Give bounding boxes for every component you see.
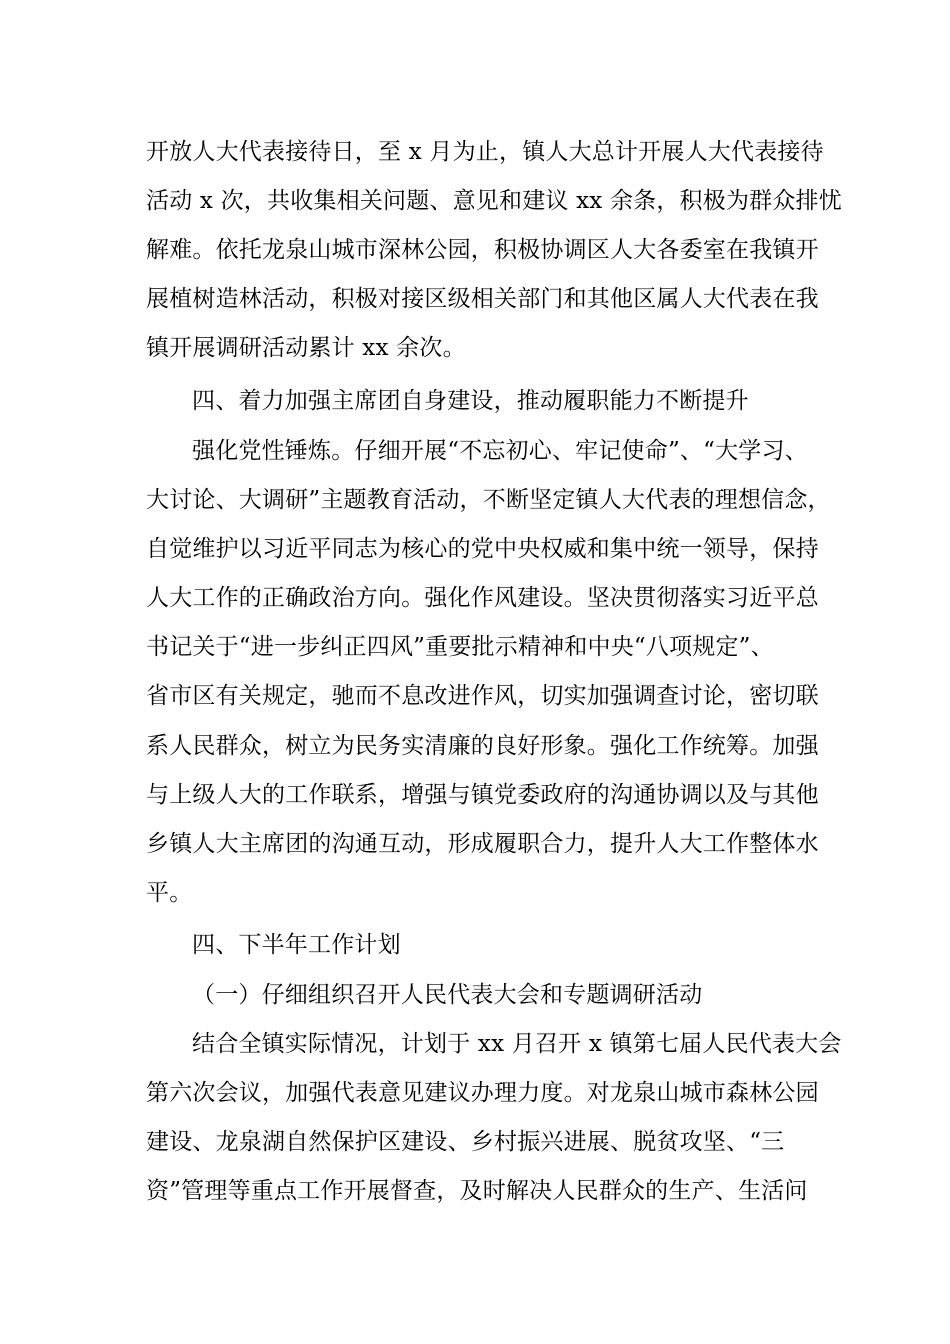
paragraph-line: 结合全镇实际情况，计划于 xx 月召开 x 镇第七届人民代表大会 bbox=[192, 1031, 842, 1057]
paragraph-line: 展植树造林活动，积极对接区级相关部门和其他区属人大代表在我 bbox=[146, 286, 819, 312]
paragraph-line: 活动 x 次，共收集相关问题、意见和建议 xx 余条，积极为群众排忧 bbox=[146, 188, 842, 214]
paragraph-line: 乡镇人大主席团的沟通互动，形成履职合力，提升人大工作整体水 bbox=[146, 831, 819, 857]
paragraph-line: 大讨论、大调研”主题教育活动，不断坚定镇人大代表的理想信念， bbox=[146, 487, 831, 513]
subsection-heading: （一）仔细组织召开人民代表大会和专题调研活动 bbox=[192, 982, 703, 1008]
paragraph-line: 资”管理等重点工作开展督查，及时解决人民群众的生产、生活问 bbox=[146, 1178, 808, 1204]
section-heading: 四、下半年工作计划 bbox=[192, 932, 401, 958]
paragraph-line: 镇开展调研活动累计 xx 余次。 bbox=[146, 335, 466, 361]
paragraph-line: 开放人大代表接待日，至 x 月为止，镇人大总计开展人大代表接待 bbox=[146, 139, 824, 165]
paragraph-line: 第六次会议，加强代表意见建议办理力度。对龙泉山城市森林公园 bbox=[146, 1080, 819, 1106]
paragraph-line: 建设、龙泉湖自然保护区建设、乡村振兴进展、脱贫攻坚、“三 bbox=[146, 1129, 785, 1155]
paragraph-line: 平。 bbox=[146, 880, 193, 906]
paragraph-line: 自觉维护以习近平同志为核心的党中央权威和集中统一领导，保持 bbox=[146, 536, 819, 562]
paragraph-line: 强化党性锤炼。仔细开展“不忘初心、牢记使命”、“大学习、 bbox=[192, 438, 808, 464]
paragraph-line: 书记关于“进一步纠正四风”重要批示精神和中央“八项规定”、 bbox=[146, 634, 774, 660]
section-heading: 四、着力加强主席团自身建设，推动履职能力不断提升 bbox=[192, 388, 749, 414]
paragraph-line: 系人民群众，树立为民务实清廉的良好形象。强化工作统筹。加强 bbox=[146, 733, 819, 759]
paragraph-line: 省市区有关规定，驰而不息改进作风，切实加强调查讨论，密切联 bbox=[146, 683, 819, 709]
paragraph-line: 人大工作的正确政治方向。强化作风建设。坚决贯彻落实习近平总 bbox=[146, 585, 819, 611]
paragraph-line: 解难。依托龙泉山城市深林公园，积极协调区人大各委室在我镇开 bbox=[146, 237, 819, 263]
paragraph-line: 与上级人大的工作联系，增强与镇党委政府的沟通协调以及与其他 bbox=[146, 782, 819, 808]
